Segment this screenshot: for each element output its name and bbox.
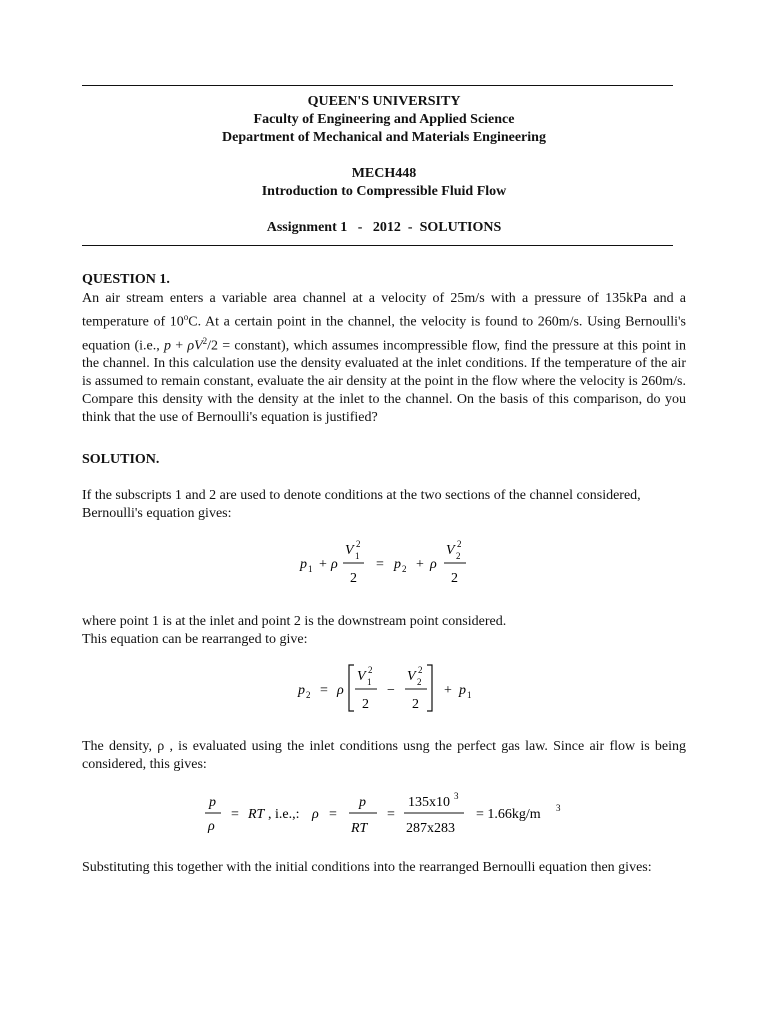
- degree-superscript: o: [183, 312, 189, 322]
- course-code: MECH448: [351, 166, 417, 181]
- eq3-rho-den: ρ: [208, 819, 215, 834]
- solution-title: SOLUTION.: [82, 452, 160, 467]
- eq2-frac1-den: 2: [362, 697, 369, 712]
- eq2-left-bracket: [349, 665, 354, 711]
- eq1-frac1-den: 2: [350, 571, 357, 586]
- department-name: Department of Mechanical and Materials Engineering: [222, 130, 546, 145]
- solution-para-2-line-2: This equation can be rearranged to give:: [82, 632, 308, 647]
- eq1-equals: =: [376, 557, 384, 572]
- eq3-rho: ρ: [312, 807, 319, 822]
- eq1-plus: +: [319, 557, 327, 572]
- inline-eq-plus: +: [170, 338, 188, 354]
- eq2-v2-sub: 2: [417, 677, 422, 687]
- solution-para-4: Substituting this together with the initial conditions into the rearranged Bernoulli equation then gives:: [82, 860, 652, 875]
- eq1-v2-sup: 2: [457, 539, 462, 549]
- question-text: [82, 290, 686, 427]
- eq2-equals: =: [320, 683, 328, 698]
- eq2-minus: −: [387, 683, 395, 698]
- eq3-rt-den: RT: [351, 821, 368, 836]
- question-text-b: C. At a certain point in the channel, the velocity is found to 260m/s. Using Bernoulli's equation (i.e.,: [82, 314, 686, 354]
- eq2-plus: +: [444, 683, 452, 698]
- eq3-equals-3: =: [387, 807, 395, 822]
- eq3-equals-1: =: [231, 807, 239, 822]
- eq1-p2-sub: 2: [402, 564, 407, 574]
- eq3-equals-2: =: [329, 807, 337, 822]
- eq2-rho: ρ: [337, 683, 344, 698]
- eq1-v2: V: [446, 543, 455, 558]
- eq3-num-exp: 3: [454, 791, 459, 801]
- eq3-p-num: p: [209, 795, 216, 810]
- eq3-num-val: 135x10: [408, 795, 450, 810]
- solution-para-1: If the subscripts 1 and 2 are used to denote conditions at the two sections of the channel considered, Bernoulli's equation gives:: [82, 488, 641, 521]
- eq1-rho: ρ: [331, 557, 338, 572]
- eq3-result-exp: 3: [556, 803, 561, 813]
- eq2-v1-sub: 1: [367, 677, 372, 687]
- eq2-v1-sup: 2: [368, 665, 373, 675]
- assignment-title: Assignment 1 - 2012 - SOLUTIONS: [266, 220, 502, 235]
- eq3-den-val: 287x283: [406, 821, 455, 836]
- question-title: QUESTION 1.: [82, 272, 170, 287]
- eq1-frac2-den: 2: [451, 571, 458, 586]
- eq2-p2: p: [298, 683, 305, 698]
- eq2-v2-sup: 2: [418, 665, 423, 675]
- eq3-ie: , i.e.,:: [268, 807, 303, 822]
- course-title: Introduction to Compressible Fluid Flow: [261, 184, 507, 199]
- question-text-c: , which assumes incompressible flow, find the pressure at this point in the channel. In this calculation use the density evaluated at the inlet conditions. If the temperature of the air is assumed to remain constant, evaluate the air density at the point in the flow where the velocity is 260m/s. Compare this density with the density at the inlet to the channel. On the basis of this comparison, do you think that the use of Bernoulli's equation is justified?: [82, 338, 686, 426]
- inline-eq-rho: ρ: [187, 338, 195, 354]
- inline-eq-p: p: [163, 338, 171, 354]
- eq1-p1-sub: 1: [308, 564, 313, 574]
- eq3-rt: RT: [248, 807, 265, 822]
- eq2-right-bracket: [427, 665, 432, 711]
- faculty-name: Faculty of Engineering and Applied Science: [253, 112, 515, 127]
- eq1-plus2: +: [416, 557, 424, 572]
- inline-eq-rest: /2 = constant): [207, 338, 286, 354]
- eq1-v1-sub: 1: [355, 551, 360, 561]
- eq1-v1-sup: 2: [356, 539, 361, 549]
- top-rule: [82, 85, 673, 86]
- university-name: QUEEN'S UNIVERSITY: [307, 94, 461, 109]
- eq2-v1: V: [357, 669, 366, 684]
- question-text-a: An air stream enters a variable area channel at a velocity of 25m/s with a pressure of 135kPa and a temperature of 10: [82, 291, 686, 330]
- inline-eq-v: V: [194, 338, 203, 354]
- solution-para-2-line-1: where point 1 is at the inlet and point 2 is the downstream point considered.: [82, 614, 507, 629]
- eq1-rho2: ρ: [430, 557, 437, 572]
- eq2-p1: p: [459, 683, 466, 698]
- inline-eq-square: 2: [202, 335, 208, 346]
- eq1-p1: p: [300, 557, 307, 572]
- eq2-v2: V: [407, 669, 416, 684]
- bottom-rule: [82, 245, 673, 246]
- eq1-v2-sub: 2: [456, 551, 461, 561]
- eq2-p1-sub: 1: [467, 690, 472, 700]
- eq1-v1: V: [345, 543, 354, 558]
- eq2-frac2-den: 2: [412, 697, 419, 712]
- eq2-p2-sub: 2: [306, 690, 311, 700]
- solution-para-3: The density, ρ , is evaluated using the inlet conditions usng the perfect gas law. Since air flow is being considered, this gives:: [82, 739, 686, 772]
- eq1-p2: p: [394, 557, 401, 572]
- eq3-result: = 1.66kg/m: [476, 807, 541, 822]
- eq3-p-num-2: p: [359, 795, 366, 810]
